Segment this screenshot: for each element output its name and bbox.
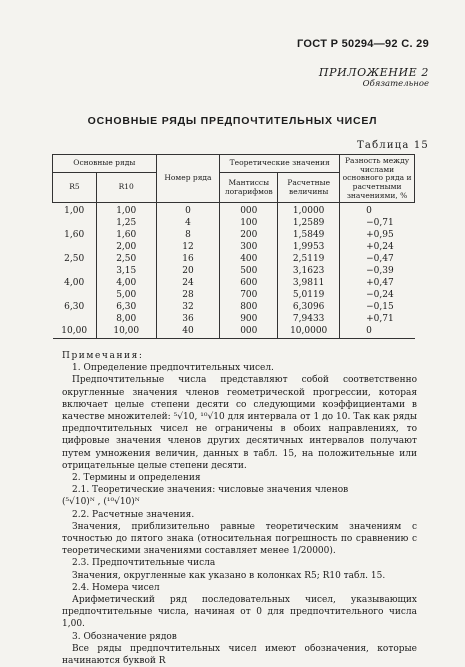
page-header: ГОСТ Р 50294—92 С. 29 [297,38,429,50]
table-row [53,278,415,290]
cell-r10: 8,00 [116,314,137,325]
cell-r5 [53,290,97,302]
cell-r5 [53,218,97,230]
cell-n: 20 [156,266,220,278]
cell-m: 400 [220,254,278,266]
note-2-3-text: Значения, округленные как указано в колонках R5; R10 табл. 15. [72,570,386,581]
cell-n: 32 [156,302,220,314]
cell-c: 6,3096 [278,302,340,314]
cell-n: 4 [156,218,220,230]
cell-r10: 5,00 [116,290,137,301]
header-r5: R5 [53,173,97,203]
note-2-1: 2.1. Теоретические значения: числовые значения членов [72,485,349,496]
cell-c: 1,0000 [278,203,340,219]
cell-m: 300 [220,242,278,254]
cell-m: 500 [220,266,278,278]
cell-m: 800 [220,302,278,314]
header-difference: Разность между числами основного ряда и расчетными значениями, % [340,155,415,203]
cell-m: 200 [220,230,278,242]
header-series-number: Номер ряда [156,155,220,203]
cell-r10: 1,00 [116,206,137,217]
cell-r5: 4,00 [53,278,97,290]
note-1-text: Предпочтительные числа представляют собой соответственно округленные значения членов геометрической прогрессии, которая включает целые степени десяти со следующими коэффициентами в качестве множителей: ⁵√10, ¹⁰√10 для интервала от 1 до 10. Так как ряды предпочтительных чисел не ограничены в обоих направлениях, то цифровые значения членов других десятичных интервалов получают путем умножения величин, данных в табл. 15, на положительные или отрицательные целые степени десяти. [62,375,417,471]
cell-m: 900 [220,314,278,326]
note-2-4-text: Арифметический ряд последовательных чисел, указывающих предпочтительные числа, начиная от 0 для предпочтительного числа 1,00. [62,595,417,630]
cell-n: 28 [156,290,220,302]
cell-r10: 2,50 [116,254,137,265]
cell-n: 0 [156,203,220,219]
table-row [53,326,415,339]
preferred-numbers-table [52,154,415,339]
cell-m: 000 [220,326,278,339]
cell-r5 [53,242,97,254]
cell-m: 700 [220,290,278,302]
cell-c: 10,0000 [278,326,340,339]
note-3-text: Все ряды предпочтительных чисел имеют обозначения, которые начинаются буквой R [62,643,417,667]
cell-r5: 10,00 [53,326,97,339]
cell-c: 1,5849 [278,230,340,242]
note-1: 1. Определение предпочтительных чисел. [72,363,274,374]
cell-r10: 1,60 [116,230,137,241]
table-row [53,254,415,266]
cell-m: 000 [220,203,278,219]
table-row [53,203,415,219]
cell-c: 7,9433 [278,314,340,326]
cell-r5: 6,30 [53,302,97,314]
notes-section [62,350,417,667]
cell-r10: 2,00 [116,242,137,253]
cell-d: −0,47 [340,254,415,266]
cell-n: 12 [156,242,220,254]
cell-c: 3,1623 [278,266,340,278]
header-mantissa: Мантиссы логарифмов [220,173,278,203]
cell-c: 3,9811 [278,278,340,290]
table-row [53,230,415,242]
cell-r5: 1,60 [53,230,97,242]
table-row [53,302,415,314]
cell-n: 36 [156,314,220,326]
cell-d: +0,24 [340,242,415,254]
table-row [53,218,415,230]
table-number: Таблица 15 [357,140,429,151]
note-2-3: 2.3. Предпочтительные числа [72,558,216,569]
cell-r10: 1,25 [116,218,137,229]
table-row [53,242,415,254]
cell-d: 0 [340,203,415,219]
cell-d: −0,24 [340,290,415,302]
cell-r10: 10,00 [96,326,156,339]
header-theoretical: Теоретические значения [220,155,340,173]
note-2-2: 2.2. Расчетные значения. [72,509,195,520]
header-r10: R10 [96,173,156,203]
cell-d: −0,71 [340,218,415,230]
cell-r5: 2,50 [53,254,97,266]
note-2-2-text: Значения, приблизительно равные теоретическим значениям с точностью до пятого знака (относительная погрешность по сравнению с теоретическими значениями составляет менее 1/20000). [62,521,417,557]
cell-c: 1,2589 [278,218,340,230]
cell-n: 40 [156,326,220,339]
cell-d: −0,39 [340,266,415,278]
cell-m: 600 [220,278,278,290]
cell-d: −0,15 [340,302,415,314]
note-2-4: 2.4. Номера чисел [72,582,160,593]
note-2: 2. Термины и определения [72,473,201,484]
table-row [53,266,415,278]
cell-c: 1,9953 [278,242,340,254]
cell-r5 [53,266,97,278]
notes-heading: Примечания: [62,351,144,361]
cell-m: 100 [220,218,278,230]
cell-d: 0 [340,326,415,339]
cell-r5 [53,314,97,326]
header-basic-series: Основные ряды [53,155,157,173]
cell-d: +0,71 [340,314,415,326]
cell-n: 16 [156,254,220,266]
appendix-status: Обязательное [362,79,429,89]
cell-c: 2,5119 [278,254,340,266]
cell-n: 8 [156,230,220,242]
cell-r10: 6,30 [116,302,137,313]
cell-r10: 4,00 [116,278,137,289]
cell-n: 24 [156,278,220,290]
document-title: ОСНОВНЫЕ РЯДЫ ПРЕДПОЧТИТЕЛЬНЫХ ЧИСЕЛ [87,115,378,127]
cell-r5: 1,00 [53,203,97,219]
cell-c: 5,0119 [278,290,340,302]
header-calculated: Расчетные величины [278,173,340,203]
note-3: 3. Обозначение рядов [72,631,177,642]
appendix-title: ПРИЛОЖЕНИЕ 2 [318,66,429,79]
cell-r10: 3,15 [116,266,137,277]
cell-d: +0,47 [340,278,415,290]
cell-d: +0,95 [340,230,415,242]
table-row [53,314,415,326]
table-row [53,290,415,302]
formula: (⁵√10)ᴺ , (¹⁰√10)ᴺ [62,497,140,508]
